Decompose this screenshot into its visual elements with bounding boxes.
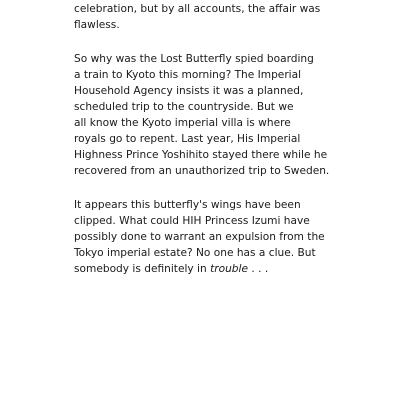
paragraph-line: flawless. xyxy=(74,19,120,31)
paragraph-line: a train to Kyoto this morning? The Imperial xyxy=(74,69,302,81)
paragraph-line: celebration, but by all accounts, the affair was xyxy=(74,3,321,15)
paragraph-line: Tokyo imperial estate? No one has a clue. But xyxy=(74,247,316,259)
paragraph-3 xyxy=(74,197,330,277)
paragraph-line: possibly done to warrant an expulsion from the xyxy=(74,231,325,243)
paragraph-line: So why was the Lost Butterfly spied boarding xyxy=(74,53,314,65)
paragraph-line: Household Agency insists it was a planned, xyxy=(74,85,304,97)
paragraph-1 xyxy=(74,1,330,33)
last-line-ellipsis: . . . xyxy=(247,263,269,275)
paragraph-line: It appears this butterfly's wings have been xyxy=(74,199,301,211)
emphasized-word: trouble xyxy=(210,263,248,275)
paragraph-line: scheduled trip to the countryside. But we xyxy=(74,101,294,113)
paragraph-line: Highness Prince Yoshihito stayed there while he xyxy=(74,149,328,161)
paragraph-line: clipped. What could HIH Princess Izumi have xyxy=(74,215,310,227)
paragraph-line: recovered from an unauthorized trip to Sweden. xyxy=(74,165,330,177)
paragraph-2 xyxy=(74,51,330,179)
last-line-prefix: somebody is definitely in xyxy=(74,263,211,275)
paragraph-line: all know the Kyoto imperial villa is where xyxy=(74,117,291,129)
paragraph-last-line xyxy=(74,261,330,277)
paragraph-line: royals go to repent. Last year, His Imperial xyxy=(74,133,301,145)
